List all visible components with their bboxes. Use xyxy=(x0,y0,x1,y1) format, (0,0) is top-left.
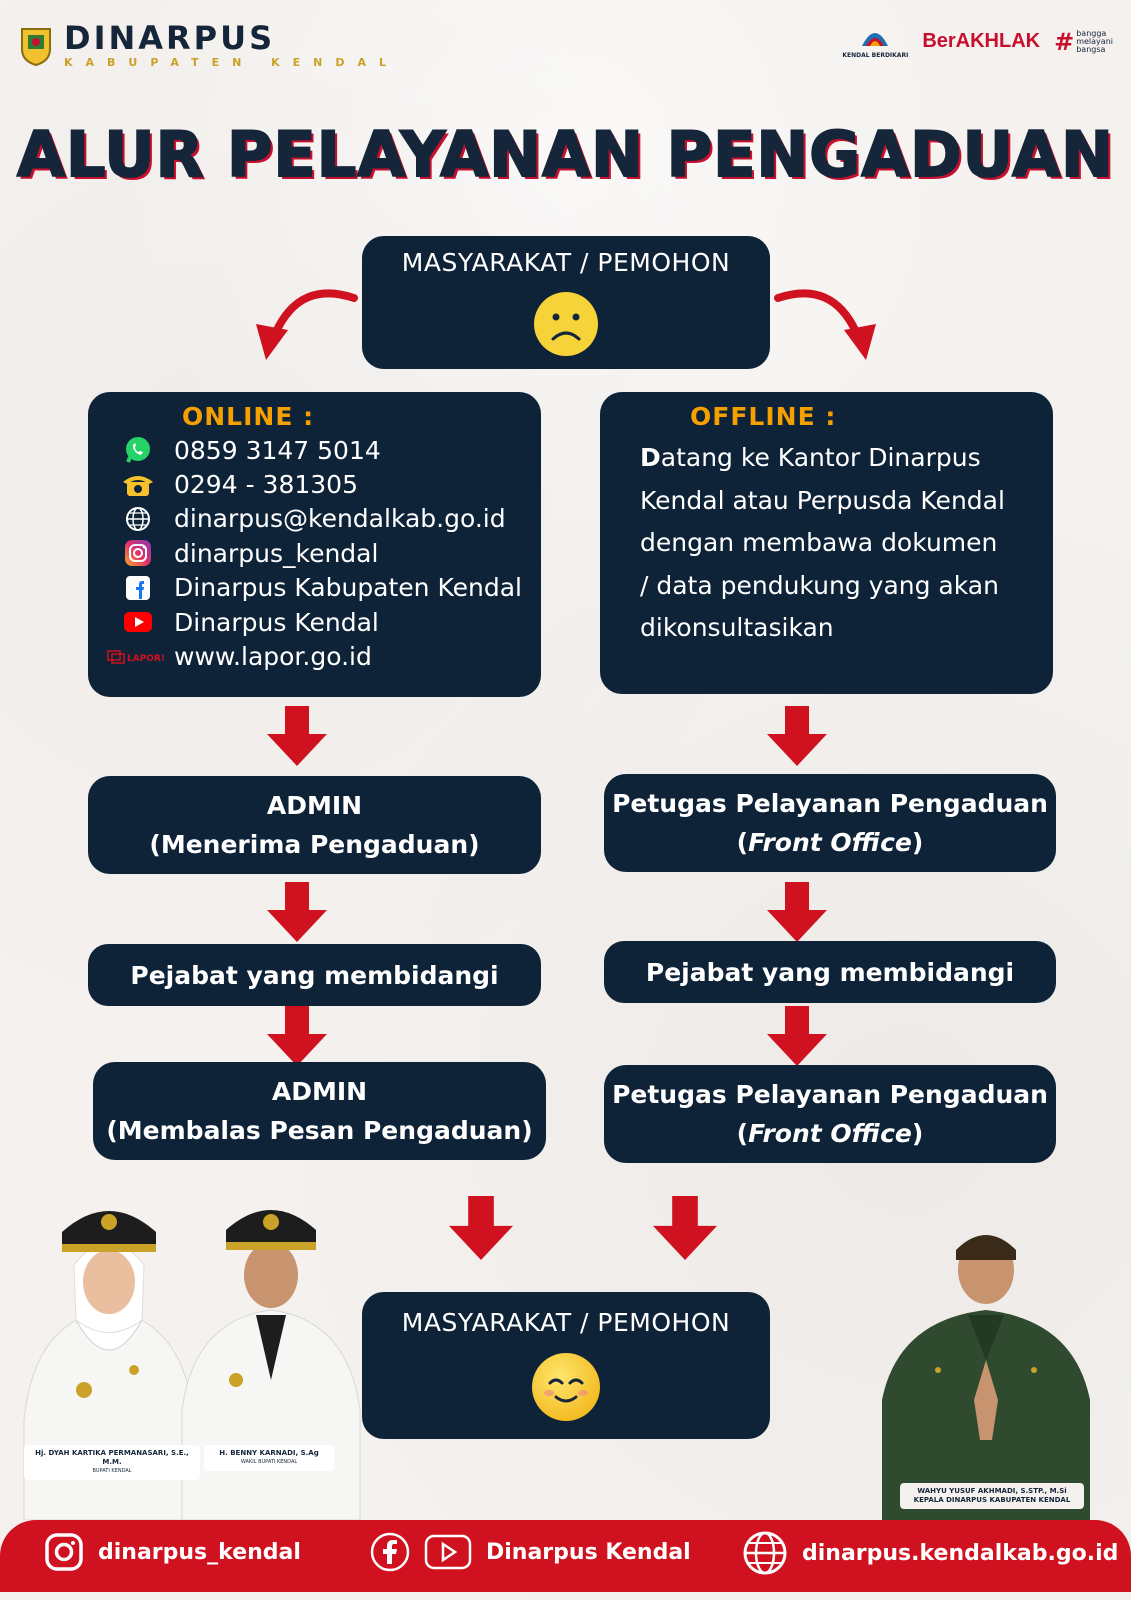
youtube-icon xyxy=(123,611,153,633)
contact-text: dinarpus_kendal xyxy=(174,538,379,568)
step-title: Pejabat yang membidangi xyxy=(645,957,1015,987)
instagram-icon xyxy=(124,539,152,567)
footer-social[interactable] xyxy=(370,1532,691,1572)
portrait-kepala-dinas xyxy=(878,1210,1094,1520)
step-title: ADMIN xyxy=(271,1077,368,1106)
kepala-dinas-portrait-image xyxy=(878,1210,1094,1520)
kendal-berdikari-label: KENDAL BERDIKARI xyxy=(842,52,909,59)
bupati-caption xyxy=(24,1445,200,1480)
step-title: Petugas Pelayanan Pengaduan xyxy=(612,789,1048,818)
page-title: ALUR PELAYANAN PENGADUAN xyxy=(17,118,1114,191)
offline-title: OFFLINE : xyxy=(690,402,837,431)
person-name: WAHYU YUSUF AKHMADI, S.STP., M.Si xyxy=(917,1487,1067,1495)
bottom-masyarakat-box xyxy=(362,1292,770,1439)
step-subtitle: (Menerima Pengaduan) xyxy=(149,830,480,859)
lapor-logo xyxy=(102,648,174,666)
step-subtitle xyxy=(737,823,924,862)
step-paren-open: ( xyxy=(736,1119,749,1148)
left-step-admin-receive xyxy=(88,776,541,874)
instagram-icon xyxy=(44,1532,84,1572)
step-title: Petugas Pelayanan Pengaduan xyxy=(612,1080,1048,1109)
whatsapp-icon xyxy=(123,435,153,465)
globe-icon xyxy=(742,1530,788,1576)
down-arrow-icon xyxy=(767,882,827,942)
footer-instagram-handle: dinarpus_kendal xyxy=(98,1539,301,1565)
offline-description xyxy=(640,437,1013,650)
down-arrow-icon xyxy=(767,1006,827,1066)
wakil-bupati-caption xyxy=(204,1445,334,1471)
step-paren-open: ( xyxy=(736,828,749,857)
tagline-word: melayani xyxy=(1076,36,1113,46)
right-step-front-office-final xyxy=(604,1065,1056,1163)
globe-icon xyxy=(124,505,152,533)
brand-subtitle: KABUPATEN KENDAL xyxy=(64,56,400,69)
contact-lapor[interactable] xyxy=(102,639,527,673)
header-logos xyxy=(842,24,1113,59)
left-step-admin-reply xyxy=(93,1062,546,1160)
right-step-front-office xyxy=(604,774,1056,872)
contact-text: dinarpus@kendalkab.go.id xyxy=(174,504,506,534)
step-title: Pejabat yang membidangi xyxy=(130,960,499,990)
contact-youtube[interactable] xyxy=(102,605,527,639)
down-arrow-icon xyxy=(267,706,327,766)
step-subtitle xyxy=(737,1114,924,1153)
front-office-label: Front Office xyxy=(748,828,912,857)
dinarpus-logo xyxy=(18,19,400,69)
step-paren-close: ) xyxy=(911,828,924,857)
step-subtitle: (Membalas Pesan Pengaduan) xyxy=(106,1116,533,1145)
tagline-word: bangga xyxy=(1076,28,1107,38)
lapor-icon xyxy=(107,648,169,666)
phone-icon xyxy=(121,472,155,498)
curved-arrow-left-icon xyxy=(250,284,360,364)
top-box-label: MASYARAKAT / PEMOHON xyxy=(401,248,731,277)
contact-email[interactable] xyxy=(102,502,527,536)
offline-description-initial: D xyxy=(640,443,661,472)
down-arrow-icon xyxy=(449,1196,513,1260)
offline-box xyxy=(600,392,1053,694)
kendal-crest-icon xyxy=(18,25,54,67)
footer-website-url: dinarpus.kendalkab.go.id xyxy=(802,1540,1119,1566)
brand-name: DINARPUS xyxy=(64,19,276,57)
person-role: WAKIL BUPATI KENDAL xyxy=(240,1459,298,1465)
contact-text: Dinarpus Kabupaten Kendal xyxy=(174,573,522,603)
bangga-melayani-bangsa-logo xyxy=(1054,27,1113,56)
contact-text: 0859 3147 5014 xyxy=(174,435,381,465)
person-role: KEPALA DINARPUS KABUPATEN KENDAL xyxy=(913,1496,1071,1504)
kepala-dinas-caption xyxy=(900,1483,1084,1509)
facebook-icon xyxy=(370,1532,410,1572)
top-masyarakat-box xyxy=(362,236,770,369)
right-step-pejabat xyxy=(604,941,1056,1003)
contact-phone[interactable] xyxy=(102,467,527,501)
contact-text: Dinarpus Kendal xyxy=(174,607,379,637)
online-contact-list xyxy=(102,433,527,674)
youtube-icon xyxy=(424,1534,472,1570)
down-arrow-icon xyxy=(653,1196,717,1260)
online-box xyxy=(88,392,541,697)
front-office-label: Front Office xyxy=(748,1119,912,1148)
bottom-box-label: MASYARAKAT / PEMOHON xyxy=(401,1308,731,1337)
contact-whatsapp[interactable] xyxy=(102,433,527,467)
down-arrow-icon xyxy=(267,882,327,942)
kendal-berdikari-logo xyxy=(842,24,908,59)
step-title: ADMIN xyxy=(266,791,363,820)
footer-social-name: Dinarpus Kendal xyxy=(486,1539,691,1565)
contact-facebook[interactable] xyxy=(102,571,527,605)
person-role: BUPATI KENDAL xyxy=(92,1468,132,1474)
person-name: Hj. DYAH KARTIKA PERMANASARI, S.E., M.M. xyxy=(35,1449,189,1466)
contact-instagram[interactable] xyxy=(102,536,527,570)
tagline-hash: # xyxy=(1054,27,1075,56)
online-title: ONLINE : xyxy=(182,402,315,431)
down-arrow-icon xyxy=(267,1006,327,1066)
kendal-berdikari-icon xyxy=(858,24,892,50)
curved-arrow-right-icon xyxy=(772,284,882,364)
lapor-label: LAPOR! xyxy=(127,653,165,664)
contact-text: www.lapor.go.id xyxy=(174,642,372,672)
berakhlak-logo: BerAKHLAK xyxy=(922,30,1041,52)
facebook-icon xyxy=(125,575,151,601)
left-step-pejabat xyxy=(88,944,541,1006)
down-arrow-icon xyxy=(767,706,827,766)
footer-instagram[interactable] xyxy=(44,1532,301,1572)
tagline-word: bangsa xyxy=(1076,44,1106,54)
footer-website[interactable] xyxy=(742,1530,1118,1576)
smiling-face-icon xyxy=(530,1351,602,1423)
sad-face-icon xyxy=(533,291,599,357)
contact-text: 0294 - 381305 xyxy=(174,470,358,500)
person-name: H. BENNY KARNADI, S.Ag xyxy=(219,1449,319,1457)
offline-description-text: atang ke Kantor Dinarpus Kendal atau Perpusda Kendal dengan membawa dokumen / data pendukung yang akan dikonsultasikan xyxy=(640,443,1005,642)
step-paren-close: ) xyxy=(911,1119,924,1148)
